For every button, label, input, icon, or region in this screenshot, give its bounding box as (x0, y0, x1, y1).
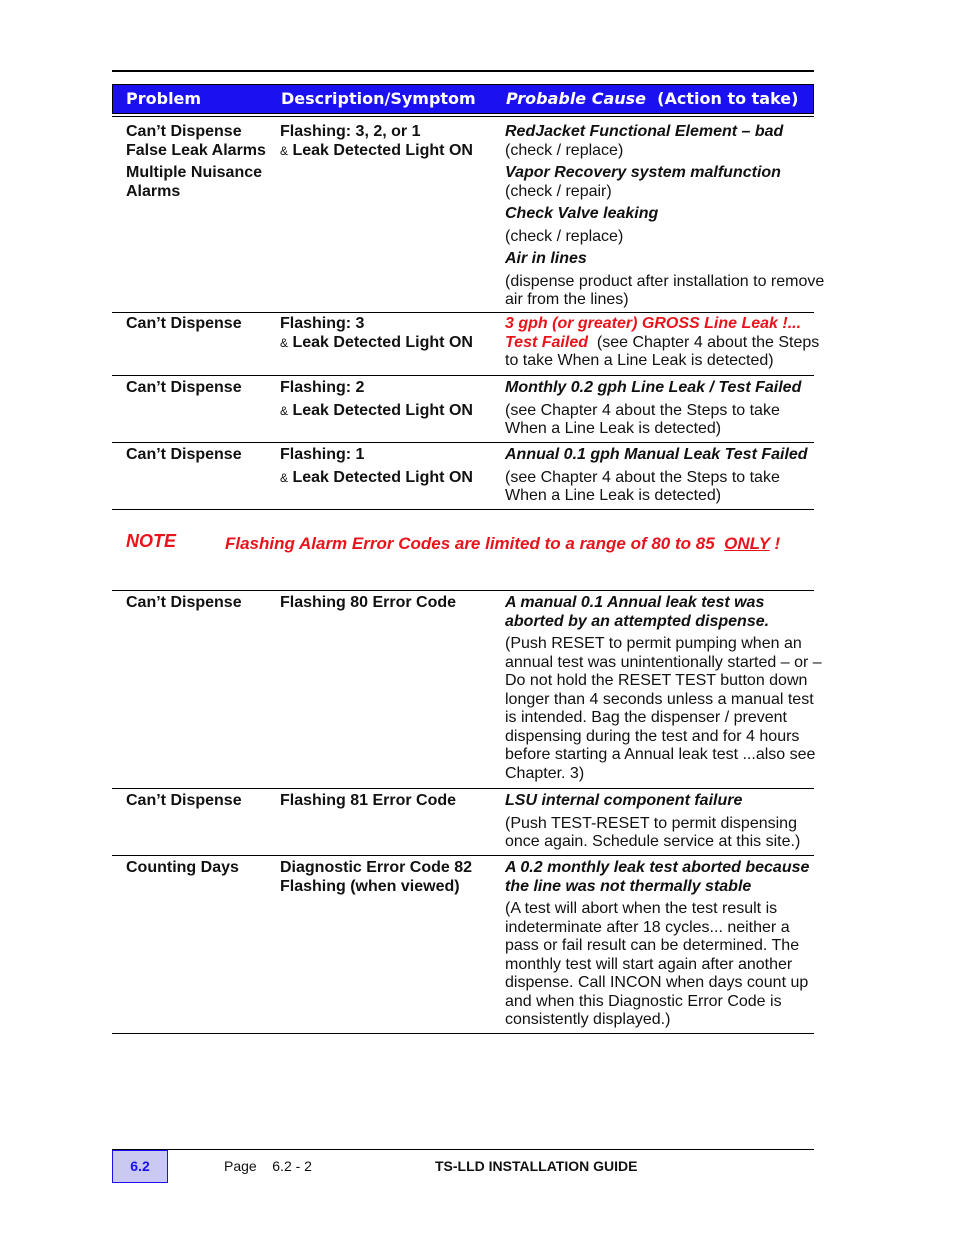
symptom-text: Flashing: 3, 2, or 1 (280, 123, 421, 140)
problem-text: Alarms (126, 182, 181, 200)
cause-action: monthly test will start again after another (505, 955, 793, 973)
top-rule (112, 70, 814, 72)
header-description: Description/Symptom (281, 89, 476, 108)
cause-title: aborted by an attempted dispense. (505, 612, 770, 630)
row-divider (112, 788, 814, 789)
symptom-text: & Leak Detected Light ON (280, 401, 473, 419)
ampersand: & (280, 470, 289, 485)
cause-action: to take When a Line Leak is detected) (505, 352, 774, 369)
cause-action: air from the lines) (505, 291, 629, 308)
cause-action: (Push TEST-RESET to permit dispensing (505, 814, 797, 832)
symptom-text: Diagnostic Error Code 82 (280, 859, 473, 876)
cause-action: When a Line Leak is detected) (505, 420, 722, 437)
problem-cell (126, 594, 276, 613)
cause-title: A 0.2 monthly leak test aborted because (505, 859, 810, 876)
symptom-text: & Leak Detected Light ON (280, 468, 473, 486)
problem-text: Can’t Dispense (126, 379, 242, 396)
cause-action: and when this Diagnostic Error Code is (505, 992, 782, 1010)
cause-title: Vapor Recovery system malfunction (505, 164, 781, 181)
header-cause-italic: Probable Cause (506, 89, 647, 108)
symptom-text: Flashing 81 Error Code (280, 792, 457, 809)
ampersand: & (280, 403, 289, 418)
row-divider (112, 312, 814, 313)
problem-cell (126, 859, 276, 878)
note-text: Flashing Alarm Error Codes are limited to a range of 80 to 85 ONLY ! (225, 534, 781, 553)
cause-action: pass or fail result can be determined. The (505, 937, 800, 954)
section-rule (112, 590, 814, 591)
symptom-cell (280, 446, 500, 487)
cause-cell (505, 792, 813, 852)
symptom-text: & Leak Detected Light ON (280, 141, 473, 159)
cause-cell (505, 859, 813, 1030)
problem-text: Can’t Dispense (126, 123, 242, 140)
symptom-cell (280, 123, 500, 160)
cause-title: Air in lines (505, 250, 587, 267)
cause-action: longer than 4 seconds unless a manual test (505, 690, 814, 708)
header-cause-rest: (Action to take) (657, 89, 799, 108)
problem-cell (126, 315, 276, 334)
problem-text: False Leak Alarms (126, 141, 266, 159)
symptom-text: & Leak Detected Light ON (280, 333, 473, 351)
footer-rule (112, 1149, 814, 1150)
cause-title: the line was not thermally stable (505, 877, 752, 895)
cause-title: Monthly 0.2 gph Line Leak / Test Failed (505, 379, 802, 396)
problem-cell (126, 379, 276, 398)
cause-action: before starting a Annual leak test ...also see (505, 746, 816, 763)
note-only: ONLY (724, 534, 770, 553)
row-divider (112, 509, 814, 510)
symptom-text: Flashing 80 Error Code (280, 594, 457, 611)
problem-cell (126, 792, 276, 811)
symptom-cell (280, 859, 500, 896)
note-label: NOTE (126, 531, 177, 551)
cause-action: (see Chapter 4 about the Steps to take (505, 468, 780, 486)
ampersand: & (280, 335, 289, 350)
problem-text: Can’t Dispense (126, 315, 242, 332)
cause-title: RedJacket Functional Element – bad (505, 123, 784, 140)
cause-action: is intended. Bag the dispenser / prevent (505, 709, 787, 726)
cause-action: Chapter. 3) (505, 764, 585, 782)
table-header (112, 84, 814, 114)
document-title: TS-LLD INSTALLATION GUIDE (435, 1158, 638, 1174)
cause-action: Do not hold the RESET TEST button down (505, 672, 808, 689)
cause-action: once again. Schedule service at this site.) (505, 833, 801, 850)
cause-action: dispensing during the test and for 4 hours (505, 727, 800, 745)
cause-action: (check / replace) (505, 227, 624, 245)
ampersand: & (280, 143, 289, 158)
cause-action: When a Line Leak is detected) (505, 487, 722, 504)
cause-action: (A test will abort when the test result is (505, 900, 778, 917)
page-number: Page 6.2 - 2 (224, 1158, 312, 1174)
cause-cell (505, 123, 825, 310)
cause-action: (see Chapter 4 about the Steps to take (505, 401, 780, 419)
symptom-cell (280, 315, 500, 352)
symptom-text: Flashing: 1 (280, 446, 365, 463)
symptom-text: Flashing (when viewed) (280, 877, 460, 895)
problem-text: Can’t Dispense (126, 792, 242, 809)
problem-cell (126, 446, 276, 465)
cause-cell (505, 315, 820, 371)
header-cause (506, 85, 798, 113)
cause-action: (dispense product after installation to remove (505, 272, 825, 290)
cause-title: LSU internal component failure (505, 792, 743, 809)
row-divider (112, 442, 814, 443)
problem-cell (126, 123, 276, 201)
cause-action: (check / repair) (505, 182, 612, 200)
symptom-text: Flashing: 2 (280, 379, 365, 396)
cause-action: dispense. Call INCON when days count up (505, 974, 809, 991)
cause-action: indeterminate after 18 cycles... neither a (505, 918, 790, 936)
cause-title: 3 gph (or greater) GROSS Line Leak !... (505, 315, 802, 332)
header-underline (112, 116, 814, 117)
problem-text: Can’t Dispense (126, 446, 242, 463)
problem-text: Can’t Dispense (126, 594, 242, 611)
cause-cell (505, 446, 813, 506)
cause-action: (check / replace) (505, 141, 624, 159)
symptom-cell (280, 594, 500, 613)
cause-action: annual test was unintentionally started – or – (505, 653, 822, 671)
cause-action: Test Failed (see Chapter 4 about the Steps (505, 333, 820, 351)
cause-cell (505, 594, 822, 783)
symptom-text: Flashing: 3 (280, 315, 365, 332)
cause-title: Check Valve leaking (505, 205, 659, 222)
section-badge: 6.2 (112, 1150, 168, 1183)
problem-text: Multiple Nuisance (126, 164, 263, 181)
cause-title: Annual 0.1 gph Manual Leak Test Failed (505, 446, 808, 463)
cause-cell (505, 379, 813, 439)
symptom-cell (280, 792, 500, 811)
cause-action: consistently displayed.) (505, 1011, 671, 1028)
symptom-cell (280, 379, 500, 420)
row-divider (112, 375, 814, 376)
cause-action: (Push RESET to permit pumping when an (505, 635, 802, 652)
header-problem: Problem (126, 89, 202, 108)
row-divider (112, 1033, 814, 1034)
row-divider (112, 855, 814, 856)
problem-text: Counting Days (126, 859, 239, 876)
cause-title: A manual 0.1 Annual leak test was (505, 594, 765, 611)
